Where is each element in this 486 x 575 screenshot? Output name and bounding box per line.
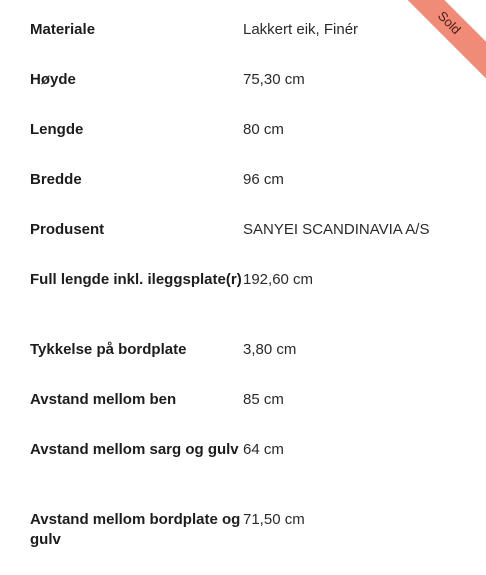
spec-label: Produsent [30,221,105,238]
product-specifications [30,20,470,560]
spec-row-tykkelse [30,340,470,390]
spec-value: SANYEI SCANDINAVIA A/S [243,221,430,238]
spec-value: 71,50 cm [243,511,305,528]
spec-row-avstand-sarg [30,440,470,510]
sold-ribbon: Sold [387,0,486,85]
spec-value: 192,60 cm [243,271,314,288]
spec-row-avstand-ben [30,390,470,440]
spec-row-bredde [30,170,470,220]
spec-row-avstand-bordplate [30,510,470,560]
spec-row-full-lengde [30,270,470,340]
spec-row-produsent [30,220,470,270]
spec-value: 85 cm [243,391,284,408]
spec-label: Avstand mellom bordplate og gulv [30,511,241,548]
spec-label: Tykkelse på bordplate [30,341,187,358]
spec-label: Full lengde inkl. ileggsplate(r) [30,271,242,288]
spec-value: 3,80 cm [243,341,297,358]
spec-label: Lengde [30,121,84,138]
spec-row-hoyde [30,70,470,120]
spec-label: Avstand mellom ben [30,391,177,408]
spec-label: Bredde [30,171,82,188]
spec-value: 96 cm [243,171,284,188]
spec-label: Høyde [30,71,76,88]
spec-label: Avstand mellom sarg og gulv [30,441,239,458]
spec-value: 64 cm [243,441,284,458]
spec-value: Lakkert eik, Finér [243,21,359,38]
spec-label: Materiale [30,21,96,38]
spec-value: 80 cm [243,121,284,138]
spec-row-materiale [30,20,470,70]
spec-value: 75,30 cm [243,71,305,88]
spec-row-lengde [30,120,470,170]
